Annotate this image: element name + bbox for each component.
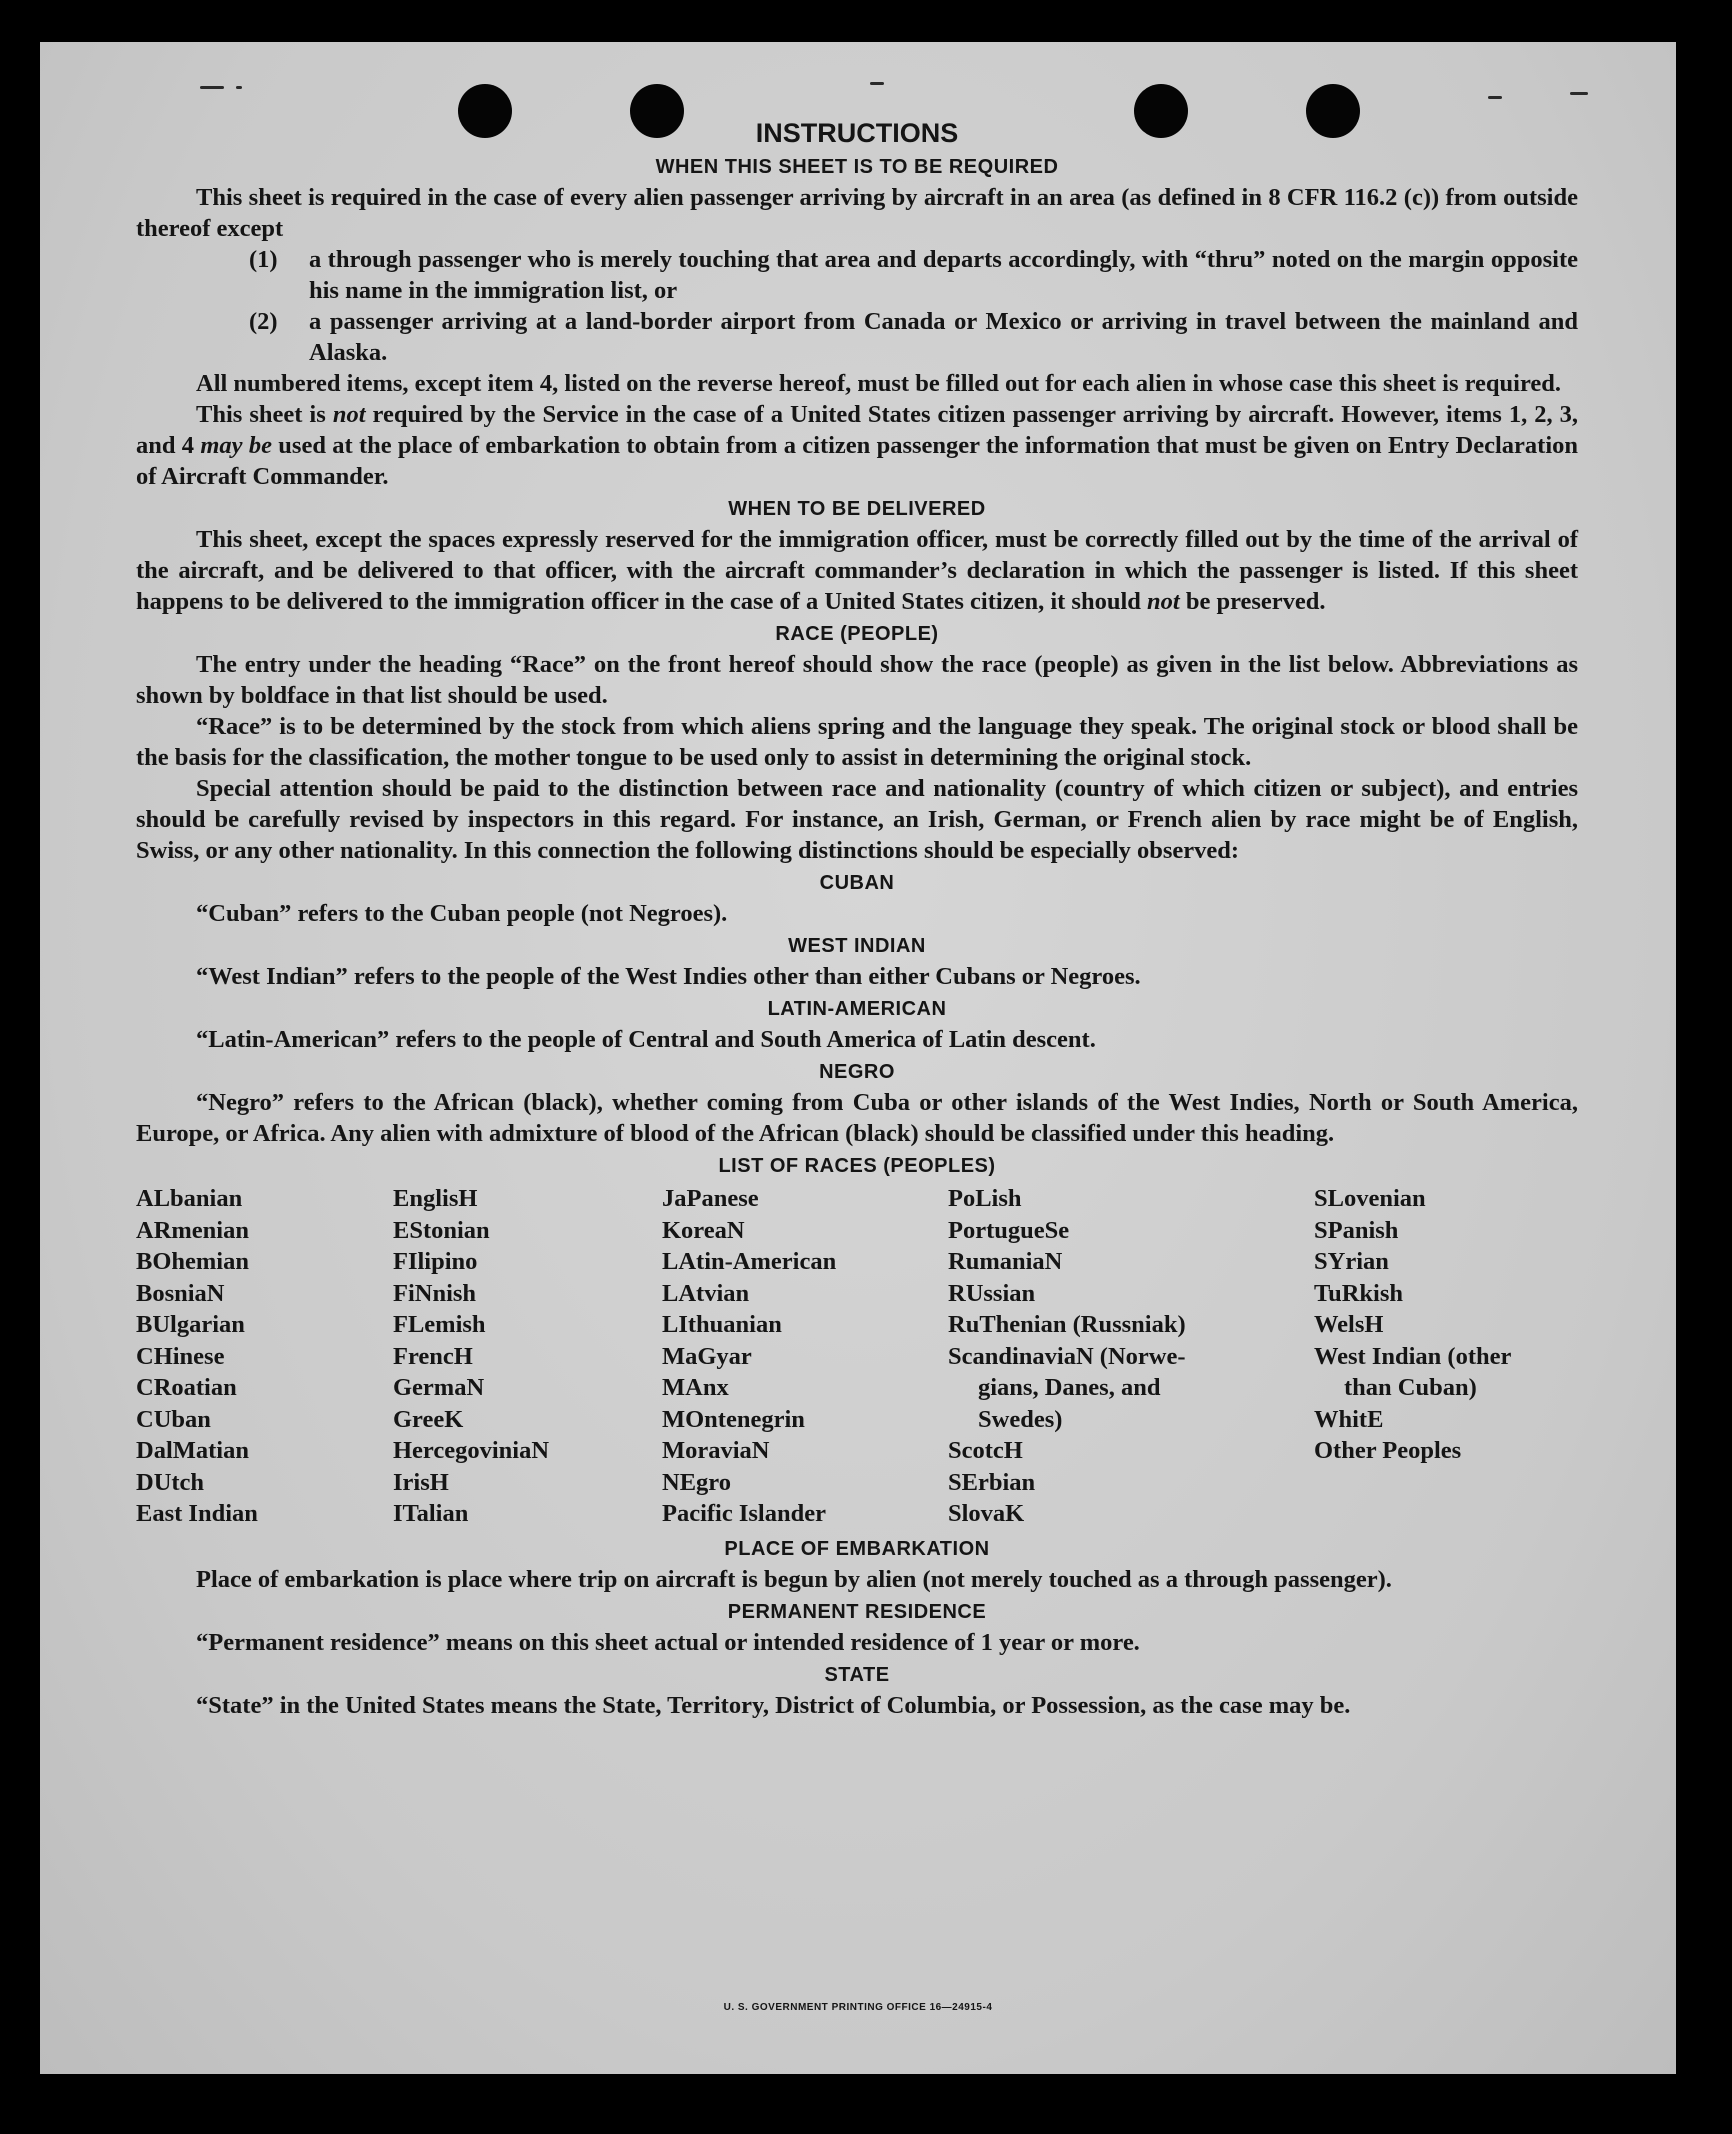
race-item: FiNnish bbox=[393, 1279, 477, 1307]
scan-mark bbox=[200, 86, 224, 89]
heading-negro: NEGRO bbox=[819, 1061, 895, 1083]
heading-embarkation: PLACE OF EMBARKATION bbox=[724, 1537, 990, 1560]
races-column-1 bbox=[136, 1183, 393, 1530]
negro-definition: “Negro” refers to the African (black), whether coming from Cuba or other islands of the West Indies, North or South America, Europe, or Africa. Any alien with admixture of blood of the African (black) should be classified under this heading. bbox=[136, 1089, 1578, 1147]
exception-item-text: a passenger arriving at a land-border airport from Canada or Mexico or arriving in travel between the mainland and Alaska. bbox=[309, 308, 1578, 366]
race-item: West Indian (other bbox=[1314, 1342, 1512, 1370]
race-item: IrisH bbox=[393, 1468, 449, 1496]
exception-item-text: a through passenger who is merely touching that area and departs accordingly, with “thru” noted on the margin opposite his name in the immigration list, or bbox=[309, 246, 1578, 304]
race-item: SPanish bbox=[1314, 1216, 1399, 1244]
text-run: required by the Service in the case of a United States citizen passenger arriving by aircraft. However, items 1, 2, 3, and 4 bbox=[136, 401, 1579, 459]
race-item: NEgro bbox=[662, 1468, 731, 1496]
race-item: FLemish bbox=[393, 1311, 486, 1338]
heading-when-delivered: WHEN TO BE DELIVERED bbox=[728, 498, 986, 520]
race-item: PoLish bbox=[948, 1185, 1022, 1212]
races-column-3 bbox=[662, 1183, 948, 1530]
scan-mark bbox=[1570, 92, 1588, 95]
race-item: MaGyar bbox=[662, 1342, 752, 1370]
race-item: DalMatian bbox=[136, 1437, 249, 1464]
heading-list-of-races: LIST OF RACES (PEOPLES) bbox=[718, 1155, 996, 1177]
race-item-continued: Swedes) bbox=[978, 1405, 1063, 1433]
latin-american-definition: “Latin-American” refers to the people of Central and South America of Latin descent. bbox=[196, 1026, 1096, 1053]
race-paragraph-2: “Race” is to be determined by the stock from which aliens spring and the language they speak. The original stock or blood shall be the basis for the classification, the mother tongue to be used only to assist in determining the original stock. bbox=[136, 713, 1578, 771]
exception-item-number: (2) bbox=[249, 308, 278, 335]
heading-race: RACE (PEOPLE) bbox=[775, 623, 939, 645]
race-item: MOntenegrin bbox=[662, 1405, 805, 1433]
races-column-4 bbox=[948, 1183, 1314, 1530]
race-item: MAnx bbox=[662, 1374, 729, 1401]
heading-state: STATE bbox=[824, 1663, 890, 1686]
race-item: EnglisH bbox=[393, 1185, 478, 1212]
text-run: This sheet, except the spaces expressly reserved for the immigration officer, must be correctly filled out by the time of the arrival of the aircraft, and be delivered to that officer, with the aircraft commander’s declaration in which the passenger is listed. If this sheet happens to be delivered to the immigration officer in the case of a United States citizen, it should bbox=[136, 526, 1578, 615]
when-required-intro: This sheet is required in the case of every alien passenger arriving by aircraft in an area (as defined in 8 CFR 116.2 (c)) from outside thereof except bbox=[136, 184, 1578, 242]
race-item: LAtin-American bbox=[662, 1248, 837, 1275]
race-item: East Indian bbox=[136, 1500, 258, 1527]
race-item: SlovaK bbox=[948, 1500, 1025, 1527]
scan-mark bbox=[236, 86, 242, 89]
residence-definition: “Permanent residence” means on this sheet actual or intended residence of 1 year or more. bbox=[196, 1628, 1140, 1656]
race-item: HercegoviniaN bbox=[393, 1437, 550, 1464]
race-item: RumaniaN bbox=[948, 1248, 1063, 1275]
instructions-body bbox=[136, 116, 1578, 1721]
heading-cuban: CUBAN bbox=[819, 872, 895, 894]
embarkation-definition: Place of embarkation is place where trip on aircraft is begun by alien (not merely touched as a through passenger). bbox=[196, 1565, 1392, 1593]
delivery-paragraph bbox=[136, 524, 1578, 617]
scan-mark bbox=[1488, 96, 1502, 99]
race-item: CRoatian bbox=[136, 1374, 237, 1401]
race-item-continued: than Cuban) bbox=[1344, 1374, 1477, 1401]
text-run: be preserved. bbox=[1185, 588, 1326, 615]
emphasis-text: may be bbox=[200, 432, 272, 459]
page-title: INSTRUCTIONS bbox=[755, 118, 959, 148]
scan-mark bbox=[870, 82, 884, 85]
numbered-items-paragraph: All numbered items, except item 4, listed on the reverse hereof, must be filled out for each alien in whose case this sheet is required. bbox=[196, 370, 1562, 397]
race-item: TuRkish bbox=[1314, 1279, 1404, 1307]
heading-west-indian: WEST INDIAN bbox=[788, 935, 926, 957]
race-item: ALbanian bbox=[136, 1185, 243, 1212]
race-item: FrencH bbox=[393, 1342, 473, 1370]
races-column-2 bbox=[393, 1183, 662, 1530]
race-item: WelsH bbox=[1314, 1311, 1384, 1338]
race-paragraph-1: The entry under the heading “Race” on the front hereof should show the race (people) as given in the list below. Abbreviations as shown by boldface in that list should be used. bbox=[136, 651, 1578, 709]
race-item: JaPanese bbox=[662, 1185, 759, 1212]
race-item: SErbian bbox=[948, 1468, 1036, 1496]
race-item: GreeK bbox=[393, 1405, 464, 1433]
emphasis-text: not bbox=[332, 401, 366, 428]
race-item: BUlgarian bbox=[136, 1311, 245, 1338]
heading-latin-american: LATIN-AMERICAN bbox=[767, 998, 947, 1020]
race-item: FIlipino bbox=[393, 1248, 478, 1275]
race-item: KoreaN bbox=[662, 1216, 745, 1244]
race-item: CUban bbox=[136, 1405, 211, 1433]
citizen-paragraph bbox=[136, 399, 1578, 492]
emphasis-text: not bbox=[1147, 588, 1180, 615]
text-run: This sheet is bbox=[196, 401, 326, 428]
document-page bbox=[40, 42, 1676, 2074]
race-item: EStonian bbox=[393, 1216, 490, 1244]
exception-item-number: (1) bbox=[249, 246, 278, 273]
race-item: WhitE bbox=[1314, 1405, 1384, 1433]
race-item: DUtch bbox=[136, 1468, 205, 1496]
cuban-definition: “Cuban” refers to the Cuban people (not Negroes). bbox=[196, 900, 728, 927]
race-item: MoraviaN bbox=[662, 1437, 770, 1464]
race-item: BosniaN bbox=[136, 1279, 225, 1307]
race-item: Other Peoples bbox=[1314, 1437, 1462, 1464]
state-definition: “State” in the United States means the State, Territory, District of Columbia, or Possession, as the case may be. bbox=[196, 1691, 1351, 1719]
race-item: RuThenian (Russniak) bbox=[948, 1311, 1186, 1338]
west-indian-definition: “West Indian” refers to the people of the West Indies other than either Cubans or Negroes. bbox=[196, 963, 1141, 990]
heading-when-required: WHEN THIS SHEET IS TO BE REQUIRED bbox=[655, 156, 1059, 178]
race-paragraph-3: Special attention should be paid to the distinction between race and nationality (country of which citizen or subject), and entries should be carefully revised by inspectors in this regard. For instance, an Irish, German, or French alien by race might be of English, Swiss, or any other nationality. In this connection the following distinctions should be especially observed: bbox=[136, 775, 1578, 864]
heading-permanent-residence: PERMANENT RESIDENCE bbox=[727, 1600, 987, 1623]
text-run: used at the place of embarkation to obtain from a citizen passenger the information that must be given on Entry Declaration of Aircraft Commander. bbox=[136, 432, 1579, 490]
printing-office-footer: U. S. GOVERNMENT PRINTING OFFICE 16—24915-4 bbox=[723, 2002, 993, 2013]
race-item: LIthuanian bbox=[662, 1311, 782, 1338]
race-item: Pacific Islander bbox=[662, 1500, 826, 1527]
races-table bbox=[136, 1183, 1578, 1530]
race-item: ARmenian bbox=[136, 1216, 249, 1244]
race-item: CHinese bbox=[136, 1342, 225, 1370]
race-item: RUssian bbox=[948, 1279, 1036, 1307]
race-item: BOhemian bbox=[136, 1248, 249, 1275]
exception-item-2 bbox=[136, 306, 1578, 368]
race-item: PortugueSe bbox=[948, 1216, 1070, 1244]
race-item: SLovenian bbox=[1314, 1185, 1426, 1212]
race-item: GermaN bbox=[393, 1374, 485, 1401]
race-item: SYrian bbox=[1314, 1248, 1389, 1275]
race-item-continued: gians, Danes, and bbox=[978, 1374, 1161, 1401]
exception-item-1 bbox=[136, 244, 1578, 306]
race-item: ScandinaviaN (Norwe- bbox=[948, 1342, 1186, 1370]
race-item: LAtvian bbox=[662, 1279, 750, 1307]
race-item: ITalian bbox=[393, 1500, 469, 1527]
races-column-5 bbox=[1314, 1183, 1578, 1530]
race-item: ScotcH bbox=[948, 1437, 1023, 1464]
